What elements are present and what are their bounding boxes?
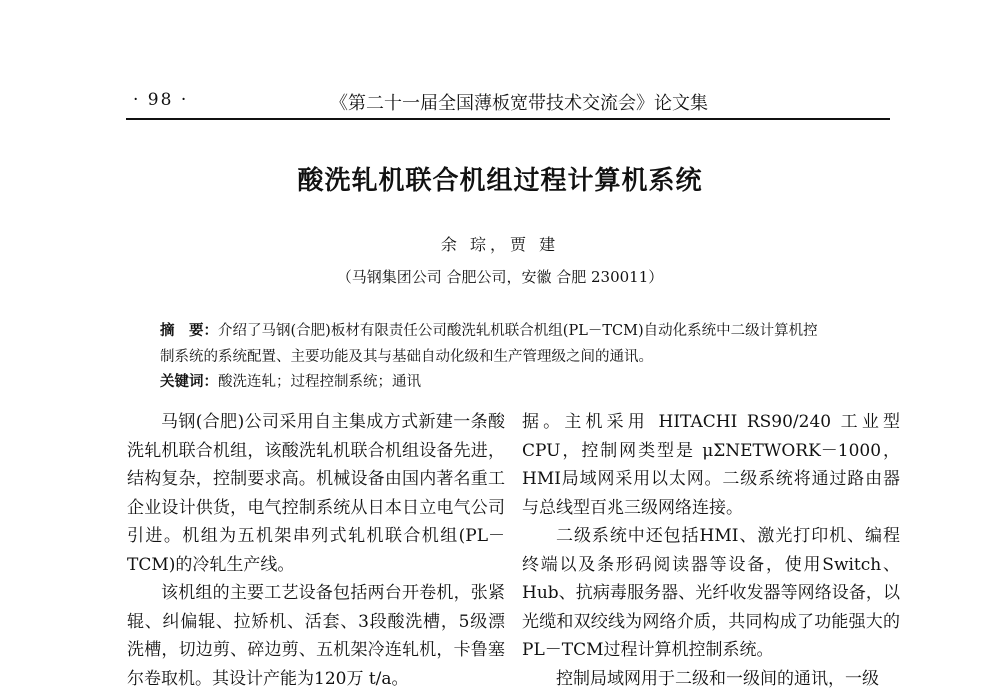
authors: 余 琮，贾 建 <box>0 232 1000 255</box>
abstract-line-2 <box>160 345 653 366</box>
left-paragraph-1: 马钢(合肥)公司采用自主集成方式新建一条酸洗轧机联合机组，该酸洗轧机联合机组设备先进，结构复杂，控制要求高。机械设备由国内著名重工企业设计供货，电气控制系统从日本日立电气公司引进。机组为五机架串列式轧机联合机组(PL－TCM)的冷轧生产线。 <box>127 408 505 579</box>
abstract-text-1: 介绍了马钢(合肥)板材有限责任公司酸洗轧机联合机组(PL－TCM)自动化系统中二级计算机控 <box>218 323 818 339</box>
abstract-line-1 <box>160 319 818 340</box>
left-column <box>127 408 505 693</box>
journal-title: 《第二十一届全国薄板宽带技术交流会》论文集 <box>330 89 708 115</box>
article-title: 酸洗轧机联合机组过程计算机系统 <box>0 160 1000 197</box>
right-column <box>522 408 900 693</box>
keywords: 酸洗连轧；过程控制系统；通讯 <box>218 374 421 390</box>
keywords-label: 关键词： <box>160 373 218 390</box>
page-number: · 98 · <box>133 90 188 110</box>
keywords-line <box>160 370 421 391</box>
abstract-text-2: 制系统的系统配置、主要功能及其与基础自动化级和生产管理级之间的通讯。 <box>160 349 653 365</box>
affiliation: （马钢集团公司 合肥公司，安徽 合肥 230011） <box>0 266 1000 287</box>
header-rule <box>126 118 890 120</box>
abstract-label: 摘 要： <box>160 322 218 339</box>
right-paragraph-2: 二级系统中还包括HMI、激光打印机、编程终端以及条形码阅读器等设备，使用Switch、Hub、抗病毒服务器、光纤收发器等网络设备，以光缆和双绞线为网络介质，共同构成了功能强大的PL－TCM过程计算机控制系统。 <box>522 522 900 665</box>
left-paragraph-2: 该机组的主要工艺设备包括两台开卷机，张紧辊、纠偏辊、拉矫机、活套、3段酸洗槽，5级漂洗槽，切边剪、碎边剪、五机架冷连轧机，卡鲁塞尔卷取机。其设计产能为120万 t/a。 <box>127 579 505 693</box>
right-paragraph-1: 据。主机采用 HITACHI RS90/240 工业型 CPU，控制网类型是 μΣNETWORK－1000，HMI局域网采用以太网。二级系统将通过路由器与总线型百兆三级网络连接。 <box>522 408 900 522</box>
right-paragraph-3: 控制局域网用于二级和一级间的通讯，一级 <box>522 665 900 693</box>
